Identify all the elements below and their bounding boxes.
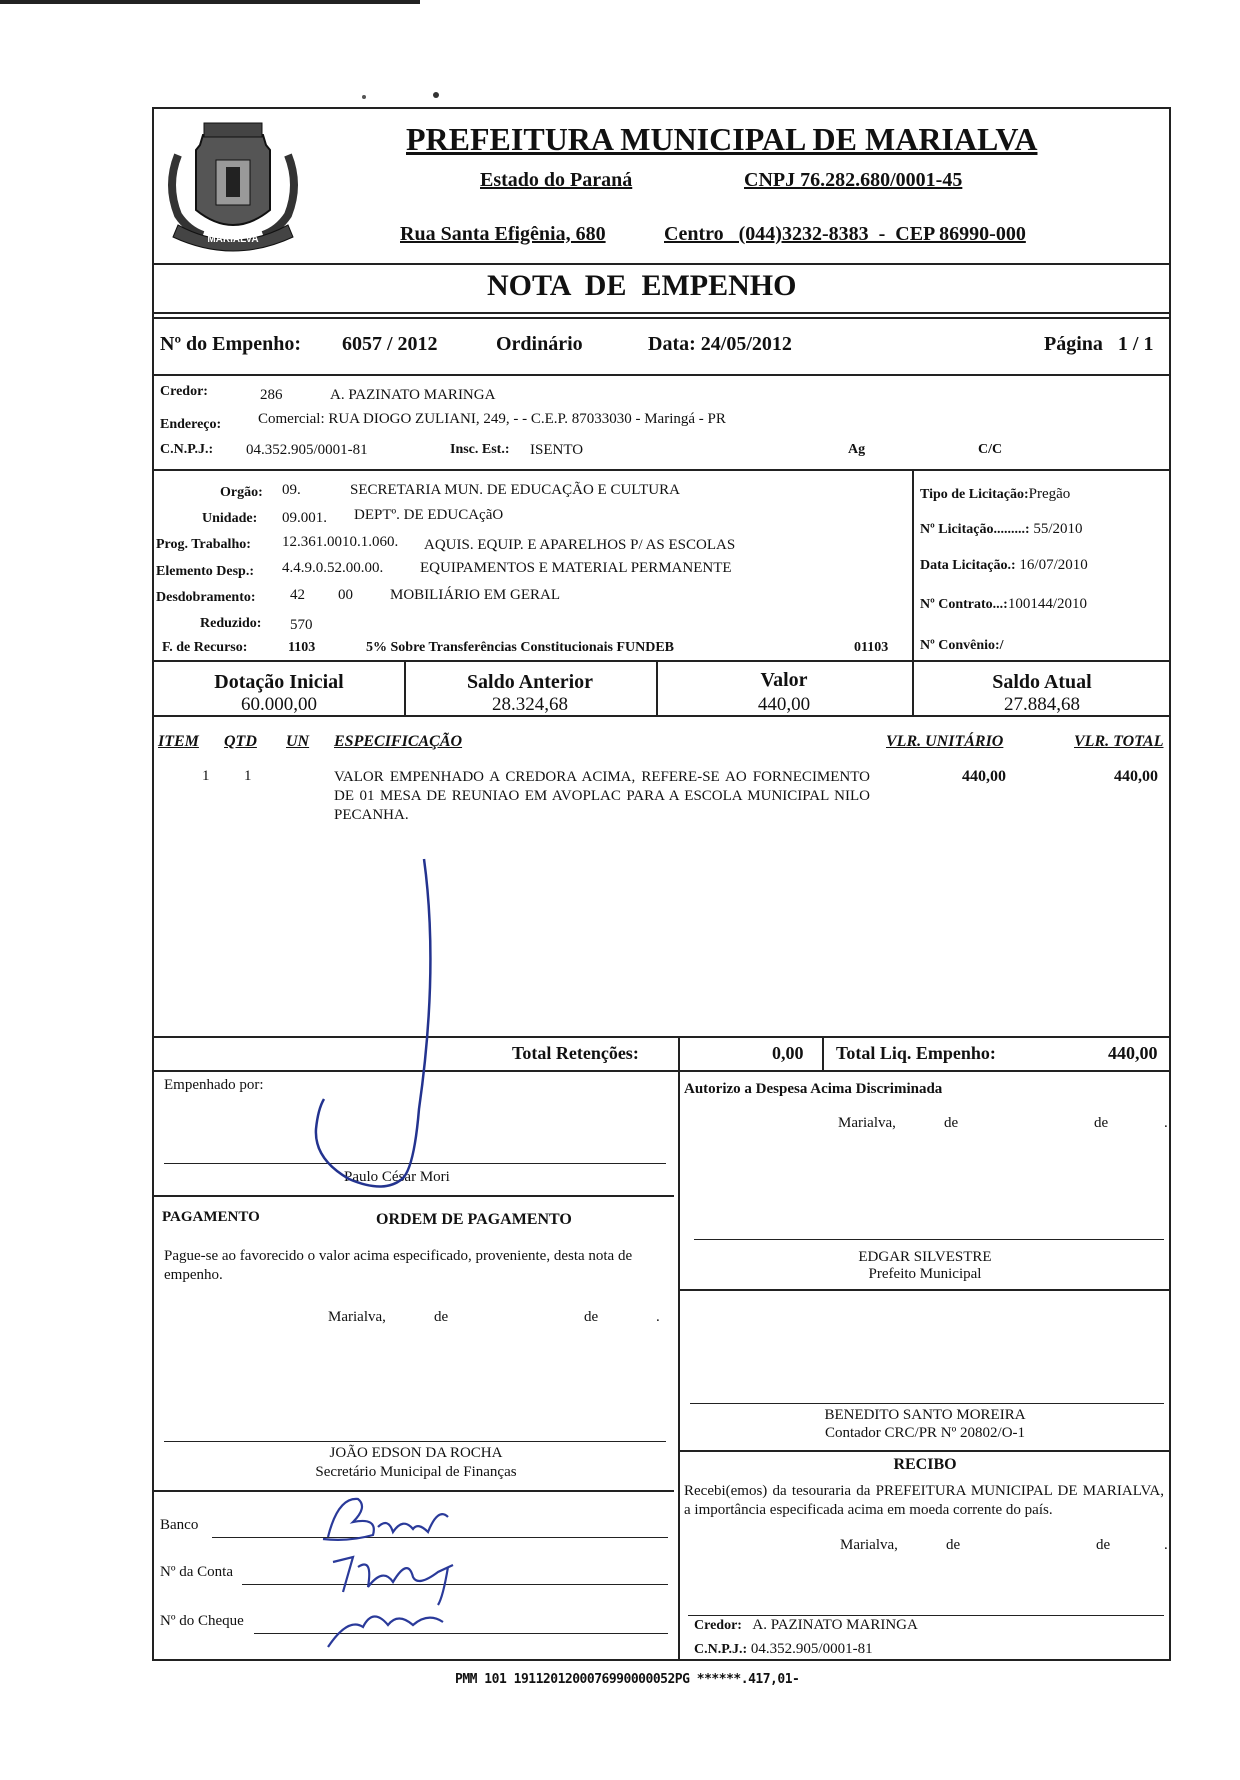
desdobramento-name: MOBILIÁRIO EM GERAL — [390, 587, 560, 603]
recibo-de2: de — [1096, 1537, 1111, 1553]
credor-name: A. PAZINATO MARINGA — [330, 387, 496, 403]
recibo-title: RECIBO — [893, 1456, 957, 1473]
recibo-text: Recebi(emos) da tesouraria da PREFEITURA MUNICIPAL DE MARIALVA, a importância especificada acima em moeda corrente do país. — [684, 1483, 1164, 1518]
desdobramento-code2: 00 — [338, 587, 353, 603]
insc-label: Insc. Est.: — [450, 442, 510, 457]
recibo-place: Marialva, — [840, 1537, 898, 1553]
pagamento-signer-name: JOÃO EDSON DA ROCHA — [329, 1445, 503, 1461]
page-number: Página 1 / 1 — [1044, 333, 1154, 355]
municipal-crest-icon — [158, 115, 308, 255]
unidade-code: 09.001. — [282, 510, 327, 526]
empenho-date: Data: 24/05/2012 — [648, 333, 792, 355]
cheque-label: Nº do Cheque — [160, 1613, 244, 1629]
orgao-name: SECRETARIA MUN. DE EDUCAÇÃO E CULTURA — [350, 482, 680, 498]
scan-mark — [433, 92, 439, 98]
total-liq-value: 440,00 — [1108, 1043, 1158, 1063]
saldo-atual-value: 27.884,68 — [1004, 694, 1080, 715]
recibo-dot: . — [1164, 1537, 1168, 1553]
recibo-cnpj: C.N.P.J.: 04.352.905/0001-81 — [694, 1641, 873, 1657]
reduzido-value: 570 — [290, 617, 313, 633]
elemento-code: 4.4.9.0.52.00.00. — [282, 560, 384, 576]
contador-role: Contador CRC/PR Nº 20802/O-1 — [824, 1425, 1026, 1441]
item-spec: VALOR EMPENHADO A CREDORA ACIMA, REFERE-SE AO FORNECIMENTO DE 01 MESA DE REUNIAO EM AVOPLAC PARA A ESCOLA MUNICIPAL NILO PECANHA. — [334, 769, 870, 823]
elemento-name: EQUIPAMENTOS E MATERIAL PERMANENTE — [420, 560, 732, 576]
saldo-atual-title: Saldo Atual — [992, 671, 1092, 693]
dotacao-inicial-value: 60.000,00 — [241, 694, 317, 715]
conta-label: Nº da Conta — [160, 1564, 233, 1580]
col-item: ITEM — [158, 733, 199, 750]
col-vlr-unitario: VLR. UNITÁRIO — [886, 733, 1004, 750]
prog-name: AQUIS. EQUIP. E APARELHOS P/ AS ESCOLAS — [424, 537, 736, 553]
empenho-type: Ordinário — [496, 333, 583, 355]
numero-contrato: Nº Contrato...:100144/2010 — [920, 596, 1087, 612]
dotacao-inicial-title: Dotação Inicial — [214, 671, 344, 693]
desdobramento-label: Desdobramento: — [156, 590, 256, 605]
prog-code: 12.361.0010.1.060. — [282, 534, 399, 550]
valor-title: Valor — [760, 669, 808, 691]
recurso-extra: 01103 — [854, 640, 889, 655]
svg-text:MARIALVA: MARIALVA — [207, 234, 259, 245]
numero-convenio: Nº Convênio:/ — [920, 638, 1004, 653]
valor-value: 440,00 — [757, 694, 811, 715]
recibo-de1: de — [946, 1537, 961, 1553]
contador-name: BENEDITO SANTO MOREIRA — [824, 1407, 1026, 1423]
unidade-label: Unidade: — [202, 511, 258, 526]
desdobramento-code1: 42 — [290, 587, 305, 603]
scan-mark — [362, 95, 366, 99]
item-qtd: 1 — [244, 768, 252, 784]
orgao-code: 09. — [282, 482, 301, 498]
empenhado-name: Paulo César Mori — [344, 1169, 450, 1185]
item-unit-value: 440,00 — [962, 768, 1006, 785]
orgao-label: Orgão: — [220, 485, 263, 500]
endereco-label: Endereço: — [160, 417, 222, 432]
recurso-name: 5% Sobre Transferências Constitucionais FUNDEB — [366, 640, 675, 655]
reduzido-label: Reduzido: — [200, 616, 262, 631]
prefeito-name: EDGAR SILVESTRE — [858, 1249, 992, 1265]
elemento-label: Elemento Desp.: — [156, 564, 254, 579]
nota-de-empenho-form — [152, 107, 1171, 1661]
autorizo-de2: de — [1094, 1115, 1109, 1131]
col-un: UN — [286, 733, 310, 750]
saldo-anterior-value: 28.324,68 — [492, 694, 568, 715]
pagamento-dot: . — [656, 1309, 660, 1325]
autorizo-place: Marialva, — [838, 1115, 896, 1131]
empenho-label: Nº do Empenho: — [160, 333, 302, 355]
total-liq-label: Total Liq. Empenho: — [836, 1043, 996, 1063]
pagamento-text: Pague-se ao favorecido o valor acima especificado, proveniente, desta nota de empenho. — [164, 1248, 633, 1283]
state-name: Estado do Paraná — [480, 169, 633, 191]
ag-label: Ag — [848, 442, 866, 457]
pagamento-signer-role: Secretário Municipal de Finanças — [315, 1464, 517, 1480]
empenho-number: 6057 / 2012 — [342, 333, 438, 355]
autorizo-label: Autorizo a Despesa Acima Discriminada — [684, 1081, 943, 1097]
pagamento-de2: de — [584, 1309, 599, 1325]
pagamento-de1: de — [434, 1309, 449, 1325]
scan-mark — [0, 0, 420, 4]
ordem-pagamento-title: ORDEM DE PAGAMENTO — [376, 1211, 572, 1228]
doc-title: NOTA DE EMPENHO — [487, 269, 797, 302]
banco-signature — [318, 1487, 498, 1651]
unidade-name: DEPTº. DE EDUCAçãO — [354, 507, 504, 523]
col-vlr-total: VLR. TOTAL — [1074, 733, 1164, 750]
header-address: Rua Santa Efigênia, 680 — [400, 223, 606, 245]
credor-code: 286 — [260, 387, 283, 403]
autorizo-dot: . — [1164, 1115, 1168, 1131]
pagamento-label: PAGAMENTO — [162, 1209, 260, 1225]
total-retencoes-value: 0,00 — [772, 1043, 804, 1063]
page-title: PREFEITURA MUNICIPAL DE MARIALVA — [406, 121, 1038, 157]
credor-cnpj: 04.352.905/0001-81 — [246, 442, 368, 458]
credor-label: Credor: — [160, 384, 208, 399]
col-qtd: QTD — [224, 733, 257, 750]
col-especificacao: ESPECIFICAÇÃO — [334, 733, 463, 750]
footer-code: PMM 101 1911201200076990000052PG ******.417,01- — [455, 1672, 800, 1687]
item-number: 1 — [202, 768, 210, 784]
prefeito-role: Prefeito Municipal — [868, 1266, 982, 1282]
header-contact: Centro (044)3232-8383 - CEP 86990-000 — [664, 223, 1026, 245]
saldo-anterior-title: Saldo Anterior — [466, 671, 594, 693]
data-licitacao: Data Licitação.: 16/07/2010 — [920, 557, 1088, 573]
pagamento-place: Marialva, — [328, 1309, 386, 1325]
autorizo-de1: de — [944, 1115, 959, 1131]
prog-label: Prog. Trabalho: — [156, 537, 251, 552]
insc-value: ISENTO — [530, 442, 584, 458]
tipo-licitacao: Tipo de Licitação:Pregão — [920, 486, 1071, 502]
item-total-value: 440,00 — [1114, 768, 1158, 785]
cnpj-label: C.N.P.J.: — [160, 442, 214, 457]
empenhado-signature — [304, 849, 484, 1279]
recurso-label: F. de Recurso: — [162, 640, 248, 655]
header-cnpj: CNPJ 76.282.680/0001-45 — [744, 169, 963, 191]
credor-address: Comercial: RUA DIOGO ZULIANI, 249, - - C.E.P. 87033030 - Maringá - PR — [258, 411, 726, 427]
numero-licitacao: Nº Licitação.........: 55/2010 — [920, 521, 1083, 537]
cc-label: C/C — [978, 442, 1003, 457]
total-retencoes-label: Total Retenções: — [512, 1043, 639, 1063]
banco-label: Banco — [160, 1517, 199, 1533]
recibo-credor: Credor: A. PAZINATO MARINGA — [694, 1617, 918, 1633]
empenhado-label: Empenhado por: — [164, 1077, 264, 1093]
recurso-code: 1103 — [288, 640, 316, 655]
